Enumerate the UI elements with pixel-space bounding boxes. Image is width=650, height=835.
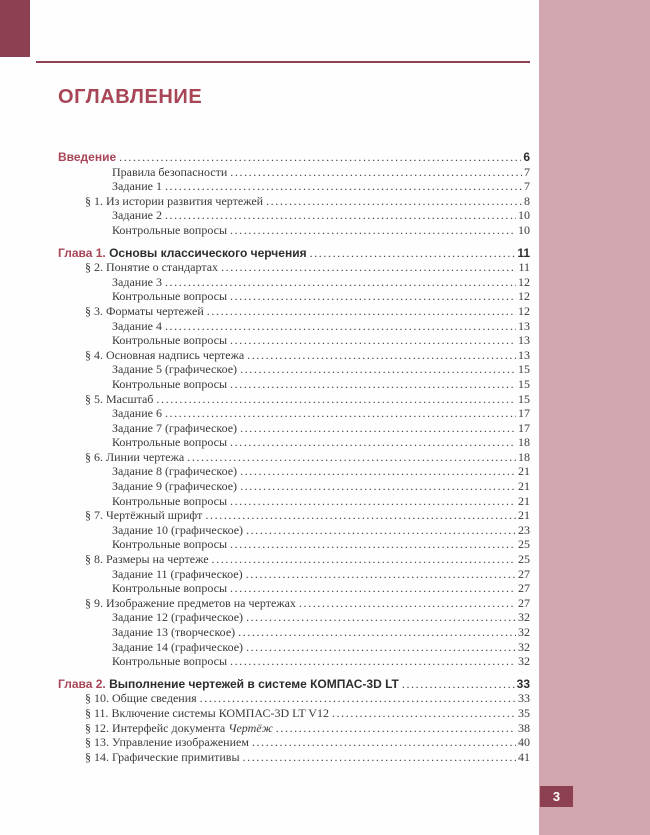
toc-entry-title: § 2. Понятие о стандартах	[85, 260, 219, 275]
toc-entry	[58, 677, 530, 692]
toc-entry-page: 25	[518, 537, 530, 552]
toc-entry	[58, 654, 530, 669]
toc-entry	[58, 494, 530, 509]
dot-leader	[165, 208, 516, 223]
toc-entry-title: § 8. Размеры на чертеже	[85, 552, 209, 567]
dot-leader	[276, 721, 516, 736]
dot-leader	[156, 392, 516, 407]
toc-entry-label	[85, 304, 204, 319]
toc-entry-title: § 4. Основная надпись чертежа	[85, 347, 245, 362]
dot-leader	[299, 596, 516, 611]
toc-entry	[58, 208, 530, 223]
toc-entry	[58, 691, 530, 706]
toc-entry-page: 15	[518, 362, 530, 377]
toc-entry-accent: Глава 1.	[58, 245, 110, 260]
toc-entry-page: 13	[518, 318, 530, 333]
toc-entry-title: Контрольные вопросы	[112, 581, 228, 596]
toc-entry	[58, 435, 530, 450]
toc-entry-label	[85, 706, 329, 721]
toc-entry	[58, 508, 530, 523]
toc-entry	[58, 464, 530, 479]
toc-entry-label	[85, 348, 244, 363]
dot-leader	[230, 289, 516, 304]
toc-entry-page: 21	[518, 479, 530, 494]
toc-entry-page: 32	[518, 625, 530, 639]
dot-leader	[230, 537, 516, 552]
toc-entry-label	[112, 567, 243, 582]
toc-entry	[58, 735, 530, 750]
toc-entry-label	[85, 260, 218, 275]
dot-leader	[247, 348, 516, 363]
dot-leader	[246, 610, 516, 625]
dot-leader	[230, 435, 516, 450]
toc-entry-title: Задание 5 (графическое)	[112, 362, 238, 377]
toc-entry-page: 21	[518, 464, 530, 479]
toc-entry-label	[85, 691, 197, 706]
toc-entry-label	[112, 654, 227, 669]
dot-leader	[230, 333, 516, 348]
toc-entry-label	[112, 610, 243, 625]
toc-entry-page: 27	[518, 566, 530, 581]
toc-entry	[58, 150, 530, 165]
toc-entry-page: 32	[518, 639, 530, 654]
toc-entry-title: Контрольные вопросы	[112, 435, 228, 450]
toc-entry-page: 21	[518, 508, 530, 523]
toc-entry-page: 12	[518, 274, 530, 289]
toc-entry	[58, 194, 530, 209]
toc-entry-title: Контрольные вопросы	[112, 289, 228, 304]
dot-leader	[246, 640, 516, 655]
dot-leader	[165, 179, 522, 194]
page-number: 3	[552, 789, 561, 804]
toc-entry-label	[85, 750, 240, 765]
toc-entry-label	[85, 450, 184, 465]
toc-entry-label	[112, 377, 227, 392]
toc-entry	[58, 275, 530, 290]
toc-entry-page: 15	[518, 376, 530, 391]
toc-entry-title: Контрольные вопросы	[112, 333, 228, 348]
toc-entry	[58, 362, 530, 377]
toc-entry-page: 32	[518, 610, 530, 625]
toc-entry-page: 10	[518, 208, 530, 223]
toc-entry-page: 32	[518, 654, 530, 669]
toc-entry-title: Задание 2	[112, 208, 162, 223]
toc-entry-title: § 13. Управление изображением	[85, 735, 249, 750]
toc-entry	[58, 610, 530, 625]
toc-entry-page: 33	[516, 676, 530, 691]
dot-leader	[246, 523, 516, 538]
toc-entry-label	[112, 208, 162, 223]
toc-entry-page: 7	[524, 164, 530, 179]
toc-entry-title: § 3. Форматы чертежей	[85, 303, 204, 318]
dot-leader	[230, 581, 516, 596]
toc-entry-label	[112, 435, 227, 450]
toc-entry	[58, 179, 530, 194]
toc-entry	[58, 479, 530, 494]
toc-entry-title: Задание 8 (графическое)	[112, 464, 238, 479]
toc-entry-label	[112, 625, 235, 640]
toc-entry-title: Задание 1	[112, 179, 162, 194]
toc-entry-page: 15	[518, 391, 530, 406]
toc-entry-page: 18	[518, 435, 530, 450]
toc-entry-title: Задание 11 (графическое)	[112, 566, 243, 581]
toc-entry	[58, 567, 530, 582]
toc-entry	[58, 750, 530, 765]
dot-leader	[212, 552, 516, 567]
toc-entry-label	[112, 406, 162, 421]
toc-entry-title: Контрольные вопросы	[112, 654, 228, 669]
toc-entry-accent: Глава 2.	[58, 676, 110, 691]
toc-entry-title: Основы классического черчения	[109, 245, 307, 260]
toc-entry-label	[85, 735, 249, 750]
dot-leader	[221, 260, 516, 275]
toc-entry-page: 21	[518, 493, 530, 508]
toc-entry	[58, 377, 530, 392]
toc-entry	[58, 450, 530, 465]
dot-leader	[266, 194, 522, 209]
toc-entry-label	[58, 677, 399, 692]
toc-entry-page: 17	[518, 420, 530, 435]
corner-accent-block	[0, 0, 30, 57]
dot-leader	[207, 304, 516, 319]
toc-entry	[58, 706, 530, 721]
toc-entry	[58, 223, 530, 238]
toc-entry-title: § 7. Чертёжный шрифт	[85, 508, 203, 523]
toc-entry	[58, 581, 530, 596]
toc-entry	[58, 348, 530, 363]
page-title: ОГЛАВЛЕНИЕ	[58, 86, 203, 108]
toc-entry-title: Задание 14 (графическое)	[112, 639, 244, 654]
dot-leader	[119, 150, 521, 165]
toc-entry-page: 38	[518, 720, 530, 735]
dot-leader	[165, 406, 516, 421]
toc-entry-title: Задание 13 (творческое)	[112, 625, 236, 639]
toc-entry-accent: Введение	[58, 150, 117, 164]
dot-leader	[230, 165, 522, 180]
toc-entry	[58, 406, 530, 421]
toc-entry-label	[112, 421, 237, 436]
dot-leader	[402, 677, 515, 692]
dot-leader	[246, 567, 516, 582]
toc-entry-label	[112, 275, 162, 290]
dot-leader	[332, 706, 516, 721]
toc-entry-page: 33	[518, 691, 530, 706]
toc-entry-label	[112, 362, 237, 377]
toc-entry	[58, 289, 530, 304]
toc-entry-label	[112, 581, 227, 596]
toc-entry-label	[112, 640, 243, 655]
toc-entry-label	[112, 479, 237, 494]
toc-entry-title: Задание 10 (графическое)	[112, 522, 244, 537]
dot-leader	[243, 750, 516, 765]
toc-entry-label	[112, 165, 227, 180]
toc-entry-label	[112, 319, 162, 334]
dot-leader	[230, 654, 516, 669]
toc-entry-page: 18	[518, 449, 530, 464]
toc-entry-title: § 12. Интерфейс документа	[85, 720, 229, 735]
dot-leader	[230, 494, 516, 509]
toc-entry-title: Контрольные вопросы	[112, 376, 228, 391]
toc-entry	[58, 165, 530, 180]
dot-leader	[252, 735, 516, 750]
toc-entry-page: 41	[518, 749, 530, 764]
toc-entry-page: 6	[523, 150, 530, 164]
dot-leader	[240, 464, 516, 479]
toc-entry-label	[85, 508, 202, 523]
toc-entry-label	[112, 523, 243, 538]
toc-entry-label	[112, 494, 227, 509]
dot-leader	[240, 479, 516, 494]
toc-entry-title: Задание 9 (графическое)	[112, 479, 238, 494]
toc-entry-label	[85, 552, 209, 567]
dot-leader	[205, 508, 516, 523]
toc-entry-label	[112, 333, 227, 348]
dot-leader	[200, 691, 516, 706]
toc-entry	[58, 333, 530, 348]
toc-entry	[58, 260, 530, 275]
toc-entry-title: § 11. Включение системы КОМПАС-3D LT V12	[85, 705, 329, 720]
toc-entry	[58, 246, 530, 261]
toc-entry-title: Контрольные вопросы	[112, 222, 228, 237]
dot-leader	[310, 246, 516, 261]
toc-entry-page: 8	[524, 193, 530, 208]
toc-entry-title: Контрольные вопросы	[112, 493, 228, 508]
toc-entry	[58, 421, 530, 436]
toc-entry-page: 40	[518, 735, 530, 750]
toc-entry-page: 7	[524, 179, 530, 194]
dot-leader	[165, 319, 516, 334]
toc-entry-title-italic: Чертёж	[228, 720, 273, 735]
toc-entry-title: Правила безопасности	[112, 164, 228, 179]
toc-entry	[58, 640, 530, 655]
toc-entry	[58, 304, 530, 319]
toc-entry-label	[85, 194, 263, 209]
toc-entry-title: Выполнение чертежей в системе КОМПАС-3D LT	[109, 676, 399, 691]
toc-entry	[58, 552, 530, 567]
dot-leader	[187, 450, 516, 465]
dot-leader	[230, 223, 516, 238]
toc-entry-label	[112, 179, 162, 194]
toc-entry-title: § 10. Общие сведения	[85, 691, 197, 706]
toc-entry-page: 23	[518, 522, 530, 537]
toc-entry-page: 13	[518, 347, 530, 362]
dot-leader	[240, 362, 516, 377]
toc-entry-page: 25	[518, 552, 530, 567]
toc-entry-label	[112, 464, 237, 479]
toc-entry-title: Задание 7 (графическое)	[112, 420, 238, 435]
toc-entry	[58, 596, 530, 611]
toc-entry-title: § 6. Линии чертежа	[85, 449, 185, 464]
toc-entry-page: 27	[518, 581, 530, 596]
toc-entry-label	[85, 721, 273, 736]
toc-entry-title: § 14. Графические примитивы	[85, 749, 240, 764]
toc-entry-label	[85, 392, 153, 407]
dot-leader	[165, 275, 516, 290]
toc-entry-page: 10	[518, 222, 530, 237]
toc-entry	[58, 319, 530, 334]
toc-entry-label	[112, 223, 227, 238]
toc-entry-label	[58, 150, 116, 165]
toc-entry	[58, 523, 530, 538]
toc-entry-label	[58, 246, 307, 261]
toc-entry-page: 35	[518, 705, 530, 720]
toc-entry-title: Задание 12 (графическое)	[112, 610, 244, 625]
toc-entry-title: Задание 6	[112, 406, 162, 421]
toc-entry-page: 17	[518, 406, 530, 421]
toc-entry-title: Задание 3	[112, 274, 162, 289]
toc-entry-label	[112, 289, 227, 304]
toc-entry	[58, 625, 530, 640]
toc-list	[58, 150, 530, 764]
toc-entry-page: 12	[518, 289, 530, 304]
toc-entry-title: § 1. Из истории развития чертежей	[85, 193, 264, 208]
toc-entry-page: 11	[518, 260, 530, 275]
toc-entry	[58, 392, 530, 407]
toc-entry-page: 11	[517, 245, 530, 260]
toc-entry	[58, 721, 530, 736]
toc-entry-title: Контрольные вопросы	[112, 537, 228, 552]
toc-entry-page: 12	[518, 303, 530, 318]
toc-entry-page: 13	[518, 333, 530, 348]
toc-entry-label	[112, 537, 227, 552]
toc-entry-title: § 5. Масштаб	[85, 391, 154, 406]
dot-leader	[238, 625, 516, 640]
toc-entry	[58, 537, 530, 552]
toc-entry-title: Задание 4	[112, 318, 162, 333]
dot-leader	[240, 421, 516, 436]
top-divider-rule	[36, 61, 530, 63]
page-number-tab	[540, 786, 573, 807]
toc-entry-label	[85, 596, 296, 611]
toc-entry-title: § 9. Изображение предметов на чертежах	[85, 595, 296, 610]
side-band-decoration	[539, 0, 650, 835]
dot-leader	[230, 377, 516, 392]
toc-entry-page: 27	[518, 595, 530, 610]
